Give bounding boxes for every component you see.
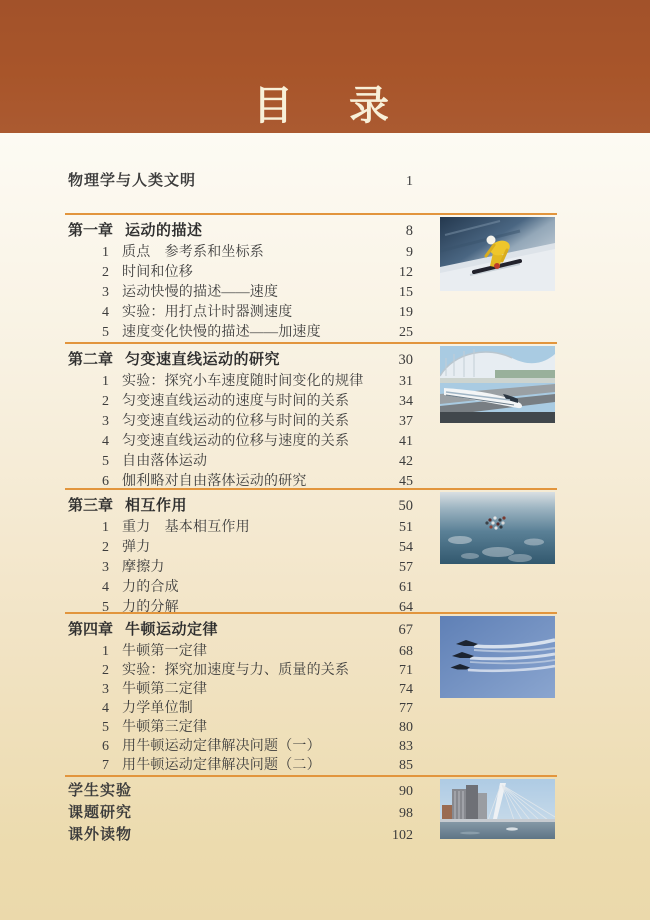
fighter-jets-photo <box>440 616 555 698</box>
toc-entry <box>65 699 413 718</box>
appendix-page-number: 98 <box>399 806 413 821</box>
section-title: 用牛顿运动定律解决问题（一） <box>122 739 321 754</box>
section-title: 运动快慢的描述——速度 <box>122 285 279 300</box>
toc-entry <box>65 737 413 756</box>
section-number: 3 <box>102 285 109 300</box>
section-number: 4 <box>102 701 109 716</box>
chapter-3-heading <box>65 494 413 518</box>
section-page-number: 68 <box>399 644 413 659</box>
toc-entry <box>65 680 413 699</box>
city-bridge-photo <box>440 779 555 839</box>
section-title: 实验：探究小车速度随时间变化的规律 <box>122 374 364 389</box>
skydivers-photo <box>440 492 555 564</box>
section-number: 6 <box>102 474 109 489</box>
section-number: 4 <box>102 305 109 320</box>
section-title: 自由落体运动 <box>122 454 208 469</box>
appendix-label: 学生实验 <box>68 783 133 799</box>
section-title: 实验：探究加速度与力、质量的关系 <box>122 663 350 678</box>
toc-entry <box>65 642 413 661</box>
chapter-title: 相互作用 <box>125 497 188 514</box>
section-number: 3 <box>102 560 109 575</box>
section-page-number: 57 <box>399 560 413 575</box>
section-title: 匀变速直线运动的位移与速度的关系 <box>122 434 350 449</box>
page-title: 目 录 <box>253 83 397 128</box>
section-page-number: 12 <box>399 265 413 280</box>
chapter-2-heading <box>65 348 413 372</box>
section-page-number: 25 <box>399 325 413 340</box>
toc-entry <box>65 303 413 323</box>
section-number: 3 <box>102 682 109 697</box>
section-page-number: 42 <box>399 454 413 469</box>
section-page-number: 71 <box>399 663 413 678</box>
toc-entry <box>65 578 413 598</box>
section-page-number: 80 <box>399 720 413 735</box>
section-page-number: 74 <box>399 682 413 697</box>
section-title: 摩擦力 <box>122 560 165 575</box>
section-page-number: 41 <box>399 434 413 449</box>
toc-entry <box>65 323 413 343</box>
section-number: 7 <box>102 758 109 773</box>
maglev-train-photo <box>440 346 555 423</box>
chapter-title: 牛顿运动定律 <box>125 621 219 638</box>
section-title: 用牛顿运动定律解决问题（二） <box>122 758 321 773</box>
appendix-page-number: 90 <box>399 784 413 799</box>
section-number: 5 <box>102 325 109 340</box>
section-page-number: 83 <box>399 739 413 754</box>
appendix-row <box>65 780 413 803</box>
section-title: 时间和位移 <box>122 265 193 280</box>
toc-entry <box>65 243 413 263</box>
toc-entry <box>65 558 413 578</box>
toc-entry <box>65 392 413 412</box>
section-number: 2 <box>102 663 109 678</box>
title-band <box>0 0 650 133</box>
chapter-page-number: 8 <box>405 223 413 239</box>
section-title: 力的分解 <box>122 600 179 615</box>
intro-label: 物理学与人类文明 <box>68 173 197 189</box>
section-page-number: 64 <box>399 600 413 615</box>
section-title: 匀变速直线运动的位移与时间的关系 <box>122 414 350 429</box>
chapter-number: 第三章 <box>68 497 114 514</box>
section-number: 5 <box>102 720 109 735</box>
section-title: 速度变化快慢的描述——加速度 <box>122 325 321 340</box>
section-number: 4 <box>102 580 109 595</box>
section-title: 力学单位制 <box>122 701 193 716</box>
chapter-page-number: 30 <box>398 352 413 368</box>
toc-entry <box>65 263 413 283</box>
chapter-1-heading <box>65 219 413 243</box>
chapter-4-block <box>65 612 557 775</box>
section-page-number: 31 <box>399 374 413 389</box>
toc-entry <box>65 432 413 452</box>
section-page-number: 34 <box>399 394 413 409</box>
toc-entry <box>65 538 413 558</box>
section-title: 质点 参考系和坐标系 <box>122 245 264 260</box>
section-page-number: 9 <box>406 245 413 260</box>
chapter-title: 匀变速直线运动的研究 <box>125 351 281 368</box>
section-title: 力的合成 <box>122 580 179 595</box>
section-title: 实验：用打点计时器测速度 <box>122 305 293 320</box>
toc-entry <box>65 372 413 392</box>
toc-entry <box>65 661 413 680</box>
section-title: 重力 基本相互作用 <box>122 520 250 535</box>
section-title: 匀变速直线运动的速度与时间的关系 <box>122 394 350 409</box>
chapter-2-block <box>65 342 557 488</box>
section-page-number: 45 <box>399 474 413 489</box>
toc-entry <box>65 412 413 432</box>
toc-entry <box>65 452 413 472</box>
section-page-number: 19 <box>399 305 413 320</box>
chapter-number: 第一章 <box>68 222 114 239</box>
section-page-number: 51 <box>399 520 413 535</box>
chapter-1-block <box>65 213 557 342</box>
section-number: 2 <box>102 265 109 280</box>
section-number: 1 <box>102 374 109 389</box>
section-title: 伽利略对自由落体运动的研究 <box>122 474 307 489</box>
section-title: 弹力 <box>122 540 151 555</box>
toc-entry <box>65 518 413 538</box>
section-number: 5 <box>102 454 109 469</box>
toc-entry <box>65 718 413 737</box>
section-page-number: 37 <box>399 414 413 429</box>
chapter-number: 第二章 <box>68 351 114 368</box>
section-number: 5 <box>102 600 109 615</box>
section-number: 2 <box>102 394 109 409</box>
section-title: 牛顿第一定律 <box>122 644 208 659</box>
section-page-number: 85 <box>399 758 413 773</box>
appendix-page-number: 102 <box>392 828 413 843</box>
section-number: 1 <box>102 245 109 260</box>
toc-entry <box>65 756 413 775</box>
section-page-number: 15 <box>399 285 413 300</box>
chapter-3-block <box>65 488 557 615</box>
section-number: 6 <box>102 739 109 754</box>
intro-page-number: 1 <box>406 174 413 189</box>
section-number: 4 <box>102 434 109 449</box>
appendix-row <box>65 802 413 825</box>
section-title: 牛顿第三定律 <box>122 720 208 735</box>
section-title: 牛顿第二定律 <box>122 682 208 697</box>
section-number: 1 <box>102 644 109 659</box>
section-page-number: 77 <box>399 701 413 716</box>
section-number: 1 <box>102 520 109 535</box>
chapter-title: 运动的描述 <box>125 222 203 239</box>
toc-entry <box>65 283 413 303</box>
intro-row <box>65 170 413 193</box>
skier-photo <box>440 217 555 291</box>
appendix-row <box>65 824 413 847</box>
chapter-number: 第四章 <box>68 621 114 638</box>
section-number: 3 <box>102 414 109 429</box>
chapter-page-number: 67 <box>398 622 413 638</box>
section-page-number: 54 <box>399 540 413 555</box>
section-page-number: 61 <box>399 580 413 595</box>
appendix-label: 课题研究 <box>68 805 133 821</box>
section-number: 2 <box>102 540 109 555</box>
appendix-label: 课外读物 <box>68 827 133 843</box>
chapter-page-number: 50 <box>398 498 413 514</box>
chapter-4-heading <box>65 618 413 642</box>
